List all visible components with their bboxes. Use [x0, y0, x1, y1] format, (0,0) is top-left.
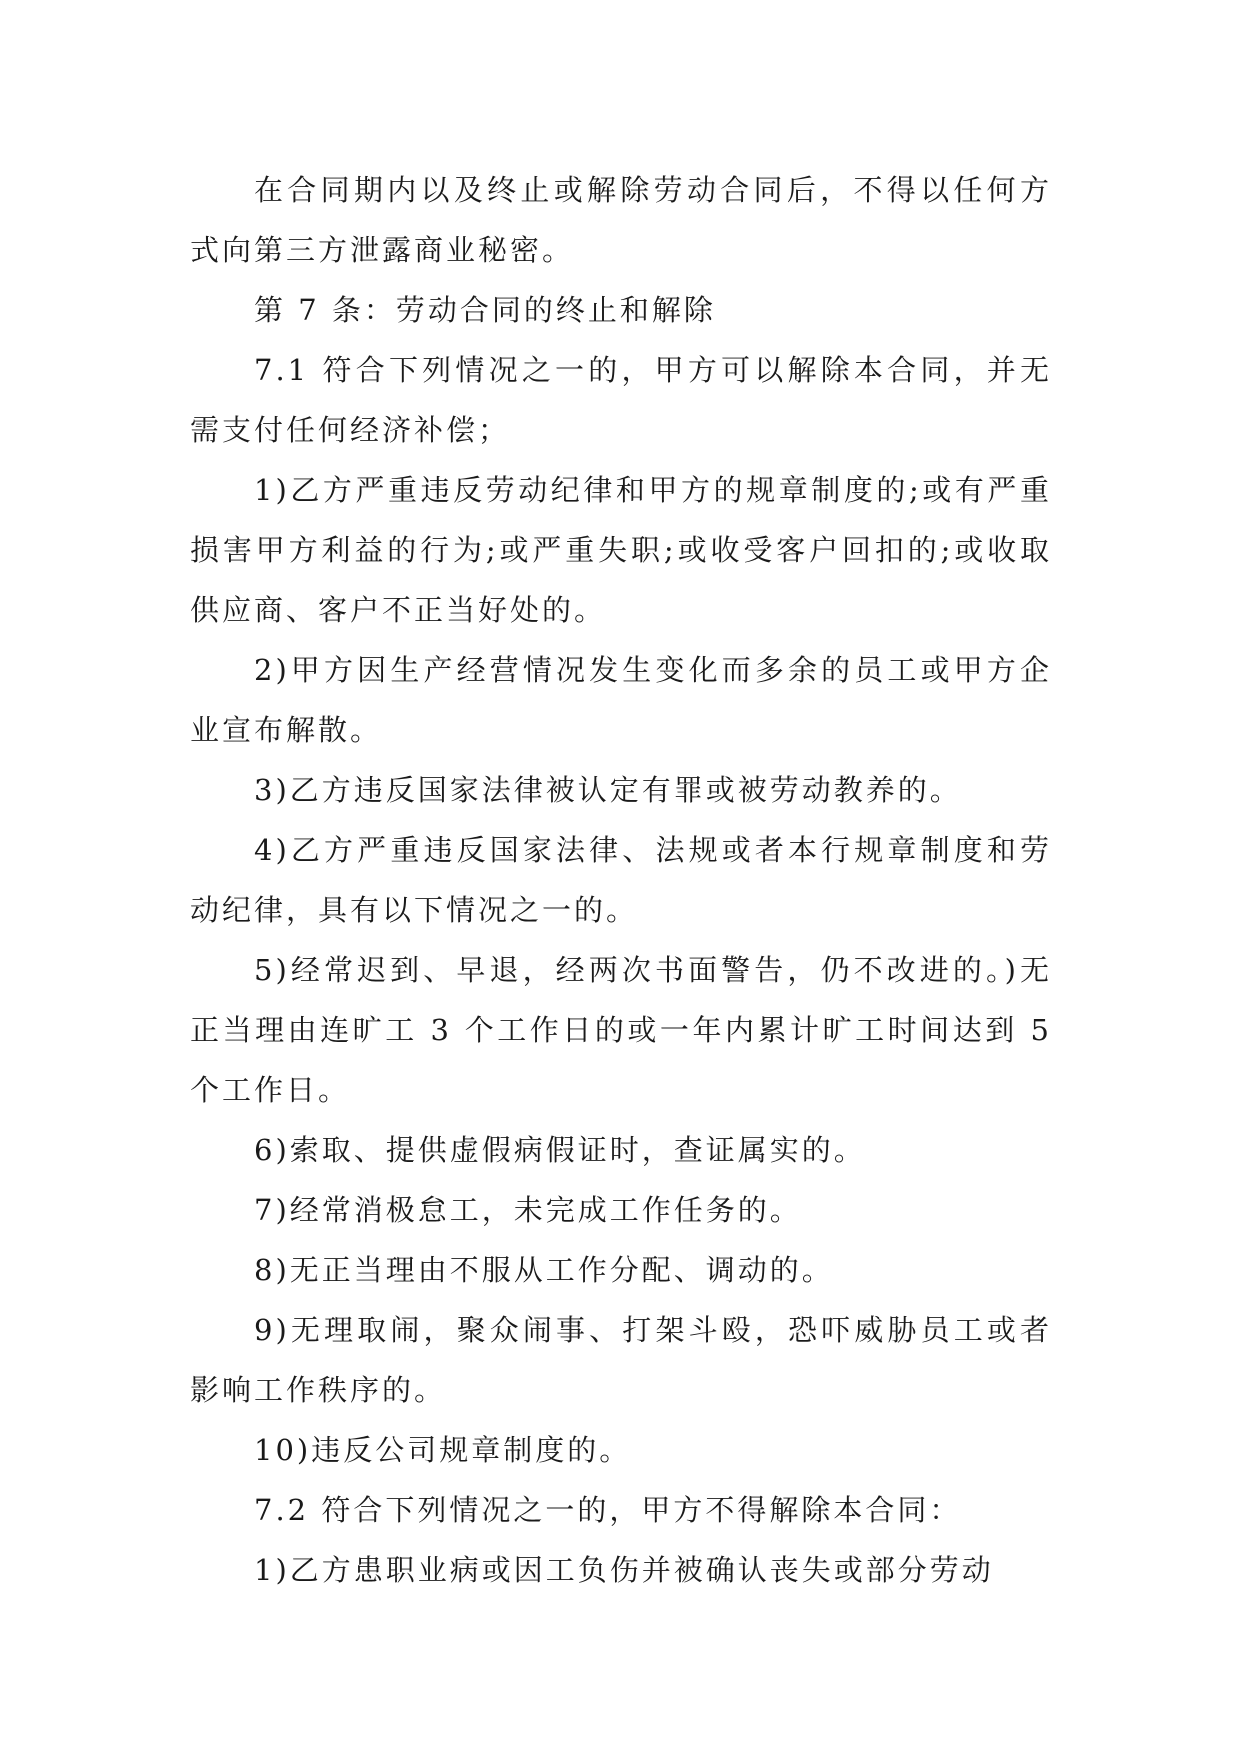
list-item: 4)乙方严重违反国家法律、法规或者本行规章制度和劳动纪律，具有以下情况之一的。	[190, 833, 1052, 927]
list-item: 8)无正当理由不服从工作分配、调动的。	[254, 1253, 834, 1287]
list-item: 9)无理取闹，聚众闹事、打架斗殴，恐吓威胁员工或者影响工作秩序的。	[190, 1313, 1052, 1407]
list-item: 2)甲方因生产经营情况发生变化而多余的员工或甲方企业宣布解散。	[190, 653, 1052, 747]
list-item: 1)乙方患职业病或因工负伤并被确认丧失或部分劳动	[254, 1553, 994, 1587]
list-item: 6)索取、提供虚假病假证时，查证属实的。	[254, 1133, 866, 1167]
clause-7-1: 7.1 符合下列情况之一的，甲方可以解除本合同，并无需支付任何经济补偿；	[190, 353, 1052, 447]
paragraph-confidentiality: 在合同期内以及终止或解除劳动合同后，不得以任何方式向第三方泄露商业秘密。	[190, 173, 1052, 267]
section-heading-article-7: 第 7 条：劳动合同的终止和解除	[254, 293, 716, 327]
list-item: 10)违反公司规章制度的。	[254, 1433, 632, 1467]
document-body	[190, 160, 1052, 1600]
list-item: 5)经常迟到、早退，经两次书面警告，仍不改进的。)无正当理由连旷工 3 个工作日的或一年内累计旷工时间达到 5 个工作日。	[190, 953, 1052, 1107]
list-item: 1)乙方严重违反劳动纪律和甲方的规章制度的;或有严重损害甲方利益的行为;或严重失职;或收受客户回扣的;或收取供应商、客户不正当好处的。	[190, 473, 1052, 627]
list-item: 7)经常消极怠工，未完成工作任务的。	[254, 1193, 802, 1227]
list-item: 3)乙方违反国家法律被认定有罪或被劳动教养的。	[254, 773, 962, 807]
clause-7-2: 7.2 符合下列情况之一的，甲方不得解除本合同：	[254, 1493, 962, 1527]
